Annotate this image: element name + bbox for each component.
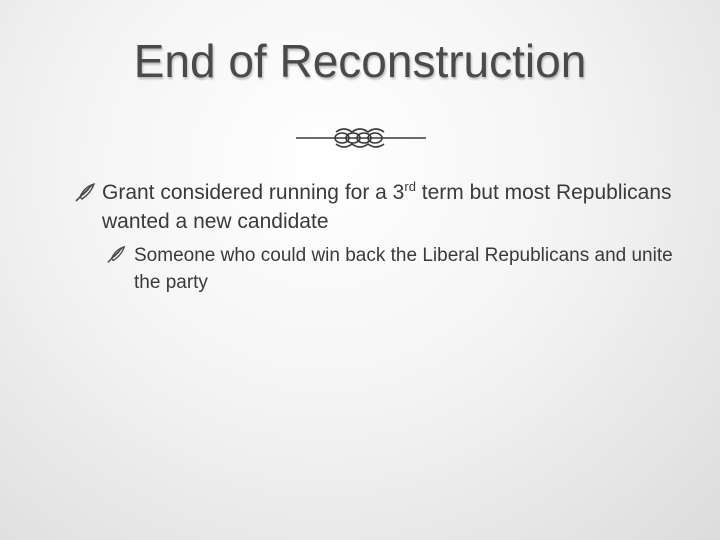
feather-quill-icon [106,244,128,266]
feather-quill-icon [74,181,98,205]
bullet-item-2 [106,242,686,296]
superscript-ordinal: rd [404,179,416,194]
slide-title: End of Reconstruction [133,35,587,87]
bullet-text: Someone who could win back the Liberal Republicans and unite the party [134,245,673,293]
bullet-text: Grant considered running for a 3rd term but most Republicans wanted a new candidate [102,179,672,233]
bullet-item-1 [74,178,674,236]
flourish-divider-icon [296,124,426,152]
